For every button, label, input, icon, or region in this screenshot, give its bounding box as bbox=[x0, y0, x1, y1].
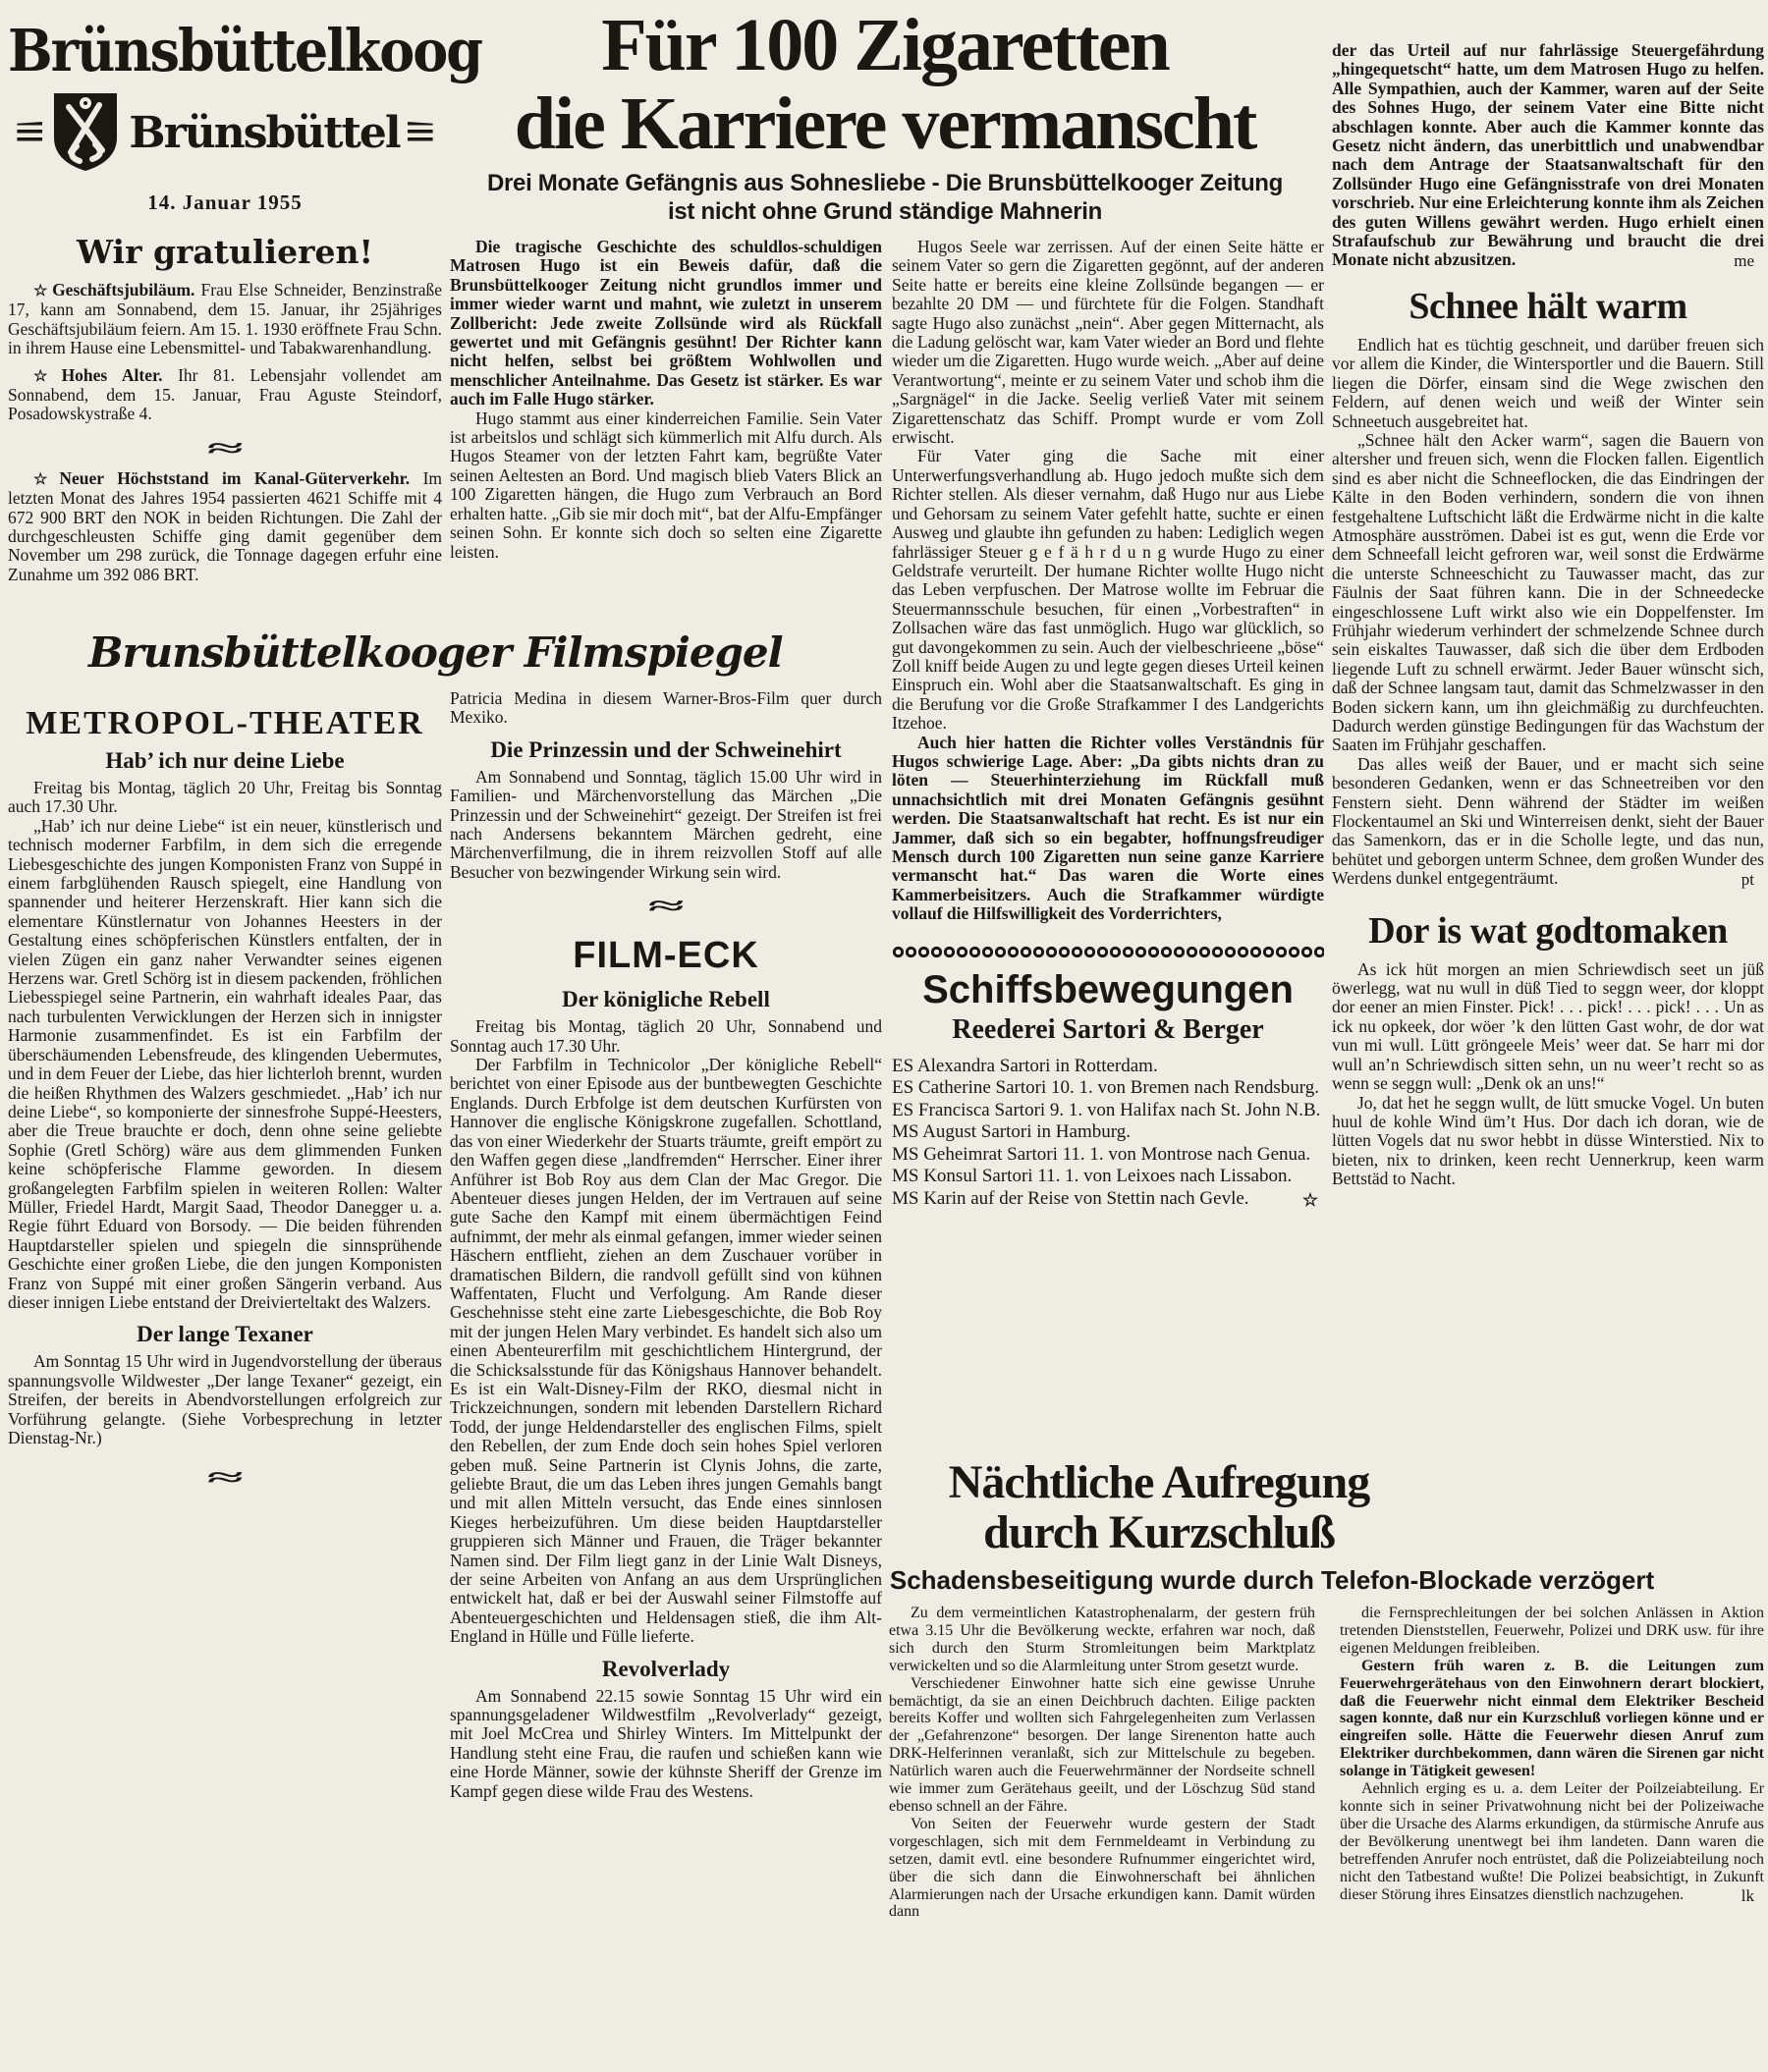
aufregung-subhead: Schadensbeseitigung wurde durch Telefon-Blockade verzögert bbox=[889, 1565, 1655, 1595]
film-review: Am Sonnabend und Sonntag, täglich 15.00 Uhr wird in Familien- und Märchenvorstellung das Märchen „Die Prinzessin und der Schweinehirt“ gezeigt. Der Streifen ist frei nach Andersens bekanntem Märchen gedreht, eine Märchenverfilmung, die in ihrem reizvollen Stoff auf alle Besucher von bezwingender Wirkung sein wird. bbox=[450, 766, 882, 882]
film-review: Am Sonnabend 22.15 sowie Sonntag 15 Uhr wird ein spannungsgeladener Wildwestfilm „Revolverlady“ gezeigt, mit Joel McCrea und Shirley Winters. Im Mittelpunkt der Handlung steht eine Frau, die raufen und schießen kann wie eine Horde Männer, sowie der kühnste Sheriff der Grenze im Kampf gegen diese wilde Frau des Westens. bbox=[450, 1685, 882, 1801]
star-icon: ☆ bbox=[33, 470, 57, 488]
news-item bbox=[8, 469, 442, 584]
article-paragraph: Auch hier hatten die Richter volles Verständnis für Hugos schwierige Lage. Aber: „Da gibts nichts dran zu löten — Steuerhinterziehung im Rückfall muß unnachsichtlich mit drei Monaten Gefängnis gesühnt werden. Die Staatsanwaltschaft hat recht. Es ist nur ein Jammer, daß sich so ein begabter, hoffnungsfreudiger Mensch durch 100 Zigaretten nun seine ganze Karriere vermanscht hat.“ Das waren die Worte eines Kammerbeisitzers. Auch die Strafkammer würdigte vollauf die Hilfswilligkeit des Vorderrichters, bbox=[892, 732, 1324, 924]
aufregung-headline-line1: Nächtliche Aufregung bbox=[948, 1456, 1370, 1508]
film-title: Der lange Texaner bbox=[137, 1322, 313, 1347]
aufregung-headline-line2: durch Kurzschluß bbox=[983, 1506, 1335, 1558]
congratulations-section bbox=[8, 233, 442, 584]
lead-headline-line1: Für 100 Zigaretten bbox=[601, 4, 1169, 86]
item-lead: Hohes Alter. bbox=[61, 364, 163, 385]
film-title: Hab’ ich nur deine Liebe bbox=[105, 748, 345, 773]
masthead-town-name-1: Brünsbüttelkoog bbox=[8, 16, 481, 85]
item-lead: Geschäftsjubiläum. bbox=[52, 280, 195, 300]
section-divider-icon: ≈ bbox=[647, 892, 685, 921]
aufregung-header bbox=[864, 1457, 1680, 1596]
star-icon: ☆ bbox=[1301, 1190, 1318, 1211]
author-initials: lk bbox=[1740, 1885, 1754, 1905]
author-initials: pt bbox=[1740, 869, 1754, 889]
article-paragraph: Zu dem vermeintlichen Katastrophenalarm, der gestern früh etwa 3.15 Uhr die Bevölkerung weckte, erfahren war noch, daß sich durch den Sturm Stromleitungen beim Marktplatz verwickelten und so die Alarmleitung unter Strom gesetzt wurde. bbox=[889, 1605, 1315, 1674]
theater-name: METROPOL-THEATER bbox=[26, 705, 424, 741]
article-paragraph: Hugo stammt aus einer kinderreichen Familie. Sein Vater ist arbeitslos und schlägt sich kümmerlich mit Alfu durch. Als Hugos Steamer von der letzten Fahrt kam, begrüßte Vater seinen Aeltesten an Bord. Und magisch blieb Vaters Blick an 100 Zigaretten hängen, die Hugo zum Verbrauch an Bord erhalten hatte. „Gib sie mir doch mit“, bat der Alfu-Empfänger seinen Sohn. Er konnte sich doch so selten eine Zigarette leisten. bbox=[450, 408, 882, 562]
article-paragraph: Hugos Seele war zerrissen. Auf der einen Seite hätte er seinem Vater so gern die Zigaretten gegönnt, auf der anderen Seite hatte er bereits eine kleine Zollsünde begangen — er bezahlte 20 DM — und fürchtete für die Folgen. Standhaft sagte Hugo also zunächst „nein“. Aber gegen Mitternacht, als die Ladung gelöscht war, kam Vater wieder an Bord und flehte wieder um die Zigaretten. Hugo wurde weich. „Aber auf deine Verantwortung“, meinte er zu seinem Vater und schob ihm die „Sargnägel“ in die Jacke. Seelig verließ Vater mit seinem Zigarettenschatz das Schiff. Prompt wurde er vom Zoll erwischt. bbox=[892, 237, 1324, 448]
ship-entry: MS Karin auf der Reise von Stettin nach Gevle. bbox=[892, 1187, 1249, 1209]
ship-entry: MS Konsul Sartori 11. 1. von Leixoes nach Lissabon. bbox=[892, 1166, 1293, 1187]
film-review: Der Farbfilm in Technicolor „Der königliche Rebell“ berichtet von einer Episode aus der buntbewegten Geschichte Englands. Durch Erbfolge ist dem deutschen Kurfürsten von Hannover die englische Königskrone zugefallen. Schottland, das von einer Wiederkehr der Stuarts träumte, greift empört zu den Waffen gegen diese „landfremden“ Herrscher. Einer ihrer Anführer ist Bob Roy aus dem Clan der Mac Gregor. Die Abenteuer dieses jungen Helden, der im Vertrauen auf seine gute Sache den Kampf mit einem übermächtigen Feind aufnimmt, der mehr als einmal gefangen, immer wieder seinen Häschern entflieht, ziehen an dem Zuschauer vorüber in dramatischen Bildern, die randvoll gefüllt sind von kühnen Waffentaten, Flucht und Verfolgung. Am Rande dieser Geschehnisse steht eine zarte Liebesgeschichte, die Bob Roy mit der jungen Helen Mary verbindet. Es handelt sich also um einen Abenteurerfilm mit geschichtlichem Hintergrund, der die Schicksalsstunde für das Königshaus Hannover behandelt. Es ist ein Walt-Disney-Film der RKO, diesmal nicht in Trickzeichnungen, sondern mit lebenden Darstellern Richard Todd, der junge Heldendarsteller des englischen Films, spielt den Rebellen, der zum Ende doch sein hohes Spiel verloren geben muß. Seine Partnerin ist Clynis Johns, die zarte, geliebte Braut, die um das Leben ihres jungen Gemahls bangt und mit allen Mitteln versucht, das Ende eines sinnlosen Kieges herbeizuführen. Um diese beiden Hauptdarsteller gruppieren sich Männer und Frauen, die Träger bekannter Namen sind. Der Film liegt ganz in der Linie Walt Disneys, der seine Arbeiten von Anfang an aus dem Ursprünglichen entwickelt hat, daß er bei der Auswahl seiner Filmstoffe auf Abenteuergeschichten und Heldensagen stieß, die ihm Alt-England in Hülle und Fülle lieferte. bbox=[450, 1055, 882, 1647]
lead-subhead-line2: ist nicht ohne Grund ständige Mahnerin bbox=[668, 198, 1102, 225]
dor-article bbox=[1332, 909, 1764, 1189]
article-paragraph: Aehnlich erging es u. a. dem Leiter der Poilzeiabteilung. Er konnte sich in seiner Privatwohnung nicht bei der Polizeiwache über die Ursache des Alarms erkundigen, da stürmische Anrufe aus der Bevölkerung unentwegt bei ihm landeten. Dann waren die betreffenden Anrufer noch entrüstet, daß die Polizeiabteilung noch nicht den Tatbestand wußte! Die Polizei beabsichtigt, in Zukunft dieser Störung ihres Einsatzes dienstlich nachzugehen. bbox=[1340, 1780, 1764, 1903]
aufregung-column-1 bbox=[889, 1605, 1315, 1921]
news-item bbox=[8, 366, 442, 424]
ship-movements-title: Schiffsbewegungen bbox=[922, 967, 1294, 1011]
masthead bbox=[8, 16, 481, 215]
ship-entry: ES Catherine Sartori 10. 1. von Bremen nach Rendsburg. bbox=[892, 1077, 1319, 1099]
lead-story-column-2 bbox=[892, 238, 1324, 1211]
article-paragraph: Die tragische Geschichte des schuldlos-schuldigen Matrosen Hugo ist ein Beweis dafür, daß die Brunsbüttelkooger Zeitung nicht grundlos immer und immer wieder warnt und mahnt, wie zuletzt in unserem Zollbericht: Jede zweite Zollsünde wird als Rückfall gewertet und mit Gefängnis gesühnt! Der Richter kann nicht helfen, selbst bei größtem Wohlwollen und menschlicher Anteilnahme. Das Gesetz ist stärker. Es war auch im Falle Hugo stärker. bbox=[450, 237, 882, 409]
ship-entry: MS August Sartori in Hamburg. bbox=[892, 1121, 1131, 1143]
article-paragraph: die Fernsprechleitungen der bei solchen Anlässen in Aktion tretenden Dienststellen, Feuerwehr, Polizei und DRK usw. für ihre eigenen Meldungen freibleiben. bbox=[1340, 1605, 1764, 1657]
dor-headline: Dor is wat godtomaken bbox=[1368, 909, 1728, 952]
filmspiegel-header: Brunsbüttelkooger Filmspiegel bbox=[88, 628, 783, 677]
flourish-lines-icon bbox=[17, 122, 42, 143]
article-paragraph: Endlich hat es tüchtig geschneit, und darüber freuen sich vor allem die Kinder, die Wintersportler und die Bauern. Still liegen die Dörfer, einsam sind die Wege zwischen den Feldern, auf denen weich und weiß der Winter sein Schneetuch ausgebreitet hat. bbox=[1332, 334, 1764, 431]
article-paragraph: „Schnee hält den Acker warm“, sagen die Bauern von altersher und freuen sich, wenn die Flocken fallen. Eigentlich sind es aber nicht die Schneeflocken, die das Eindringen der Kälte in den Boden verhindern, sondern die von ihnen festgehaltene Luftschicht läßt die Erdwärme nicht in die kalte Atmosphäre ausströmen. Dabei ist es gut, wenn die Erde vor dem Schneefall leicht gefroren war, weil sonst die Erdwärme die unterste Schneeschicht zu Tauwasser macht, das zur Fäulnis der Saat führen kann. Die in der Schneedecke eingeschlossene Luft wirkt also wie ein Doppelfenster. Im Frühjahr wiederum verhindert der schmelzende Schnee durch sein eiskaltes Tauwasser, daß sich die über dem Erdboden liegende Luft zu schnell erwärmt. Jeder Bauer wünscht sich, daß der Schnee langsam taut, damit das Schmelzwasser in den Boden sickern kann, um ihn gleichmäßig zu durchfeuchten. Dadurch werden günstige Bedingungen für das Wachstum der Saaten im Frühjahr geschaffen. bbox=[1332, 429, 1764, 755]
schnee-headline: Schnee hält warm bbox=[1409, 285, 1687, 327]
right-column bbox=[1332, 41, 1764, 1189]
item-text: Im letzten Monat des Jahres 1954 passierten 4621 Schiffe mit 4 672 900 BRT den NOK in beiden Richtungen. Die Zahl der durchgeschleusten Schiffe ging damit gegenüber dem November um 298 zurück, die Tonnage dagegen erfuhr eine Zunahme um 392 086 BRT. bbox=[8, 467, 443, 584]
item-text: Frau Else Schneider, Benzinstraße 17, kann am Sonnabend, dem 15. Januar, ihr 25jähriges Geschäftsjubiläum feiern. Am 15. 1. 1930 eröffnete Frau Schn. in ihrem Hause eine Lebensmittel- und Tabakwarenhandlung. bbox=[8, 280, 442, 358]
article-paragraph: Jo, dat het he seggn wullt, de lütt smucke Vogel. Un buten huul de kohle Wind üm’t Hus. Dor dach ich doran, wie de lütten Vogels dat nu swor hebbt in düsse Winterstied. Nix to bieten, nix to drinken, keen recht Uennerkrup, keen warm Bettstäd to Nacht. bbox=[1332, 1092, 1764, 1189]
lead-story-column-1 bbox=[450, 238, 882, 562]
star-icon: ☆ bbox=[33, 283, 50, 300]
film-title: Revolverlady bbox=[601, 1656, 731, 1681]
item-lead: Neuer Höchststand im Kanal-Güterverkehr. bbox=[59, 467, 411, 488]
film-title: Die Prinzessin und der Schweinehirt bbox=[490, 736, 842, 762]
flourish-lines-icon bbox=[408, 122, 433, 143]
congratulations-title: Wir gratulieren! bbox=[77, 233, 373, 271]
ship-entry: ES Francisca Sartori 9. 1. von Halifax nach St. John N.B. bbox=[892, 1099, 1321, 1120]
wave-border bbox=[892, 946, 1324, 958]
article-paragraph: Das alles weiß der Bauer, und er macht sich seine besonderen Gedanken, wenn er das Schneetreiben vor den Fenstern sieht. Denn während der Städter im weißen Flockentaumel an Ski und Winterreisen denkt, sieht der Bauer das Samenkorn, das er in die Scholle legte, und das nun, behütet und geborgen unterm Schnee, dem großen Wunder des Werdens dunkel entgegenträumt. bbox=[1332, 753, 1764, 889]
showtimes: Freitag bis Montag, täglich 20 Uhr, Freitag bis Sonntag auch 17.30 Uhr. bbox=[8, 778, 442, 817]
ship-entry: MS Geheimrat Sartori 11. 1. von Montrose nach Genua. bbox=[892, 1143, 1311, 1165]
film-review: „Hab’ ich nur deine Liebe“ ist ein neuer, künstlerisch und technisch moderner Farbfilm, in dem sich die erregende Liebesgeschichte des jungen Komponisten Franz von Suppé in einem farbglühenden Rausch spiegelt, eine Handlung von spannender und heiterer Herzenskraft. Hier kann sich die elementare Künstlernatur von Johannes Heesters in der Gestaltung eines schöpferischen Künstlers entfalten, der in vielen Zügen ein ganz naher Verwandter seines eigenen Herzens war. Gretl Schörg ist in diesem packenden, fröhlichen Liebesspiegel seine Partnerin, ein wahrhaft ideales Paar, das nach turbulenten Verwicklungen der Herzen sich in innigster Harmonie zusammenfindet. Es ist ein Farbfilm der überschäumenden Lebensfreude, des klingenden Uebermutes, und in dem Feuer der Liebe, das hier lichterloh brennt, wurden die heißen Rhythmen des Walzers geschmiedet. „Hab’ ich nur deine Liebe“, so komponierte der sinnesfrohe Suppé-Heesters, aber die Treue brauchte er doch, denn ohne seine geliebte Sophie (Gretl Schörg) wäre aus dem glimmenden Funken keine schöpferische Flamme geworden. In diesem großangelegten Farbfilm spielen in weiteren Rollen: Walter Müller, Friedel Hardt, Margit Saad, Theodor Danegger u. a. Regie führt Eduard von Borsody. — Die beiden führenden Hauptdarsteller spielen und spiegeln die sinnsprühende Geschichte einer großen Liebe, die den jungen Komponisten Franz von Suppé mit einer großen Sängerin verband. Aus dieser innigen Liebe entstand der Dreivierteltakt des Walzers. bbox=[8, 815, 442, 1312]
lead-headline-line2: die Karriere vermanscht bbox=[514, 82, 1256, 165]
schnee-article bbox=[1332, 285, 1764, 890]
ship-movements-section bbox=[892, 968, 1324, 1211]
film-review-tail: Patricia Medina in diesem Warner-Bros-Film quer durch Mexiko. bbox=[450, 688, 882, 728]
article-paragraph: Verschiedener Einwohner hatte sich eine gewisse Unruhe bemächtigt, da sie an einen Deichbruch dachten. Eilige packten bereits Koffer und wollten sich Fahrgelegenheiten zum Verlassen der „Gefahrenzone“ besorgen. Der lange Sirenenton hatte auch DRK-Helferinnen veranlaßt, sich zur Mittelschule zu begeben. Natürlich waren auch die Feuerwehrmänner der Nordseite schnell wie immer zum Gerätehaus geeilt, und der Löschzug Süd stand ebenso schnell an der Fähre. bbox=[889, 1674, 1315, 1815]
theater-name: FILM-ECK bbox=[573, 935, 759, 977]
ship-entry: ES Alexandra Sartori in Rotterdam. bbox=[892, 1055, 1158, 1076]
star-icon: ☆ bbox=[33, 367, 59, 385]
film-middle-column bbox=[450, 689, 882, 1801]
film-title: Der königliche Rebell bbox=[562, 987, 770, 1012]
masthead-crest-row bbox=[8, 90, 442, 175]
lead-subhead-line1: Drei Monate Gefängnis aus Sohnesliebe - Die Brunsbüttelkooger Zeitung bbox=[486, 170, 1284, 196]
left-column bbox=[8, 16, 481, 584]
masthead-town-name-2: Brünsbüttel bbox=[129, 107, 400, 158]
item-text: Ihr 81. Lebensjahr vollendet am Sonnabend, dem 15. Januar, Frau Aguste Steindorf, Posadowskystraße 4. bbox=[8, 364, 442, 424]
author-initials: me bbox=[1734, 250, 1754, 270]
lead-story-header bbox=[447, 6, 1323, 226]
article-paragraph: Von Seiten der Feuerwehr wurde gestern der Stadt vorgeschlagen, sich mit dem Fernmeldeamt in Verbindung zu setzen, damit evtl. eine besondere Rufnummer eingerichtet wird, über die sich dann die Einwohnerschaft bei ähnlichen Alarmierungen nach der Ursache erkundigen kann. Damit würden dann bbox=[889, 1815, 1315, 1921]
section-divider-icon: ≈ bbox=[206, 1463, 244, 1493]
film-review: Am Sonntag 15 Uhr wird in Jugendvorstellung der überaus spannungsvolle Wildwester „Der lange Texaner“ gezeigt, ein Streifen, der bereits in Abendvorstellungen erfolgreich zur Vorführung gelangte. (Siehe Vorbesprechung in letzter Dienstag-Nr.) bbox=[8, 1351, 442, 1447]
article-paragraph: der das Urteil auf nur fahrlässige Steuergefährdung „hingequetscht“ hatte, um dem Matrosen Hugo zu helfen. Alle Sympathien, auch der Kammer, waren auf der Seite des Sohnes Hugo, der seinem Vater eine Bitte nicht abschlagen konnte. Aber auch die Kammer konnte das Gesetz nicht ändern, das unerbittlich und unabwendbar nach dem Antrage der Staatsanwaltschaft für den Zollsünder Hugo eine Gefängnisstrafe von drei Monaten vorschrieb. Nur eine Erleichterung konnte ihm als Zeichen des guten Willens gewährt werden. Hugo erhielt einen Strafaufschub zur Bewährung und braucht die drei Monate nicht abzusitzen. bbox=[1332, 40, 1764, 270]
article-paragraph: As ick hüt morgen an mien Schriewdisch seet un jüß öwerlegg, wat nu wull in düß Tied to seggn weer, dor kloppt dor eener an mien Finster. Pick! . . . pick! . . . pick! . . . Un as ick nu opkeek, dor wöer ’k den lütten Gast wohr, de dor wat vun mi wull. Lütt gröngeele Meis’ weer dat. Se harr mi dor wull an’n Schriewdisch sitten sehn, un nu weer’t recht so as wenn se seggn wull: „Denk ok an uns!“ bbox=[1332, 958, 1764, 1094]
article-paragraph: Für Vater ging die Sache mit einer Unterwerfungsverhandlung ab. Hugo jedoch mußte sich dem Richter stellen. Als dieser vernahm, daß Hugo nur aus Liebe und Gehorsam zu seinem Vater gefehlt hatte, suchte er einen Ausweg und glaubte ihn gefunden zu haben: Lediglich wegen fahrlässiger Steuer g e f ä h r d u n g wurde Hugo zu einer Geldstrafe verurteilt. Der humane Richter wollte Hugo nicht das Leben verpfuschen. Der Matrose wollte im Februar die Steuermannsschule besuchen, für einen „Vorbestraften“ in Zollsachen wäre das fast unmöglich. Hugo war glücklich, so gut davongekommen zu sein. Auch der vielbeschrieene „böse“ Zoll kniff beide Augen zu und legte gegen dieses Urteil keinen Einspruch ein. Wohl aber die Staatsanwaltschaft. Es ging in die Berufung vor die Große Strafkammer I des Landgerichts Itzehoe. bbox=[892, 446, 1324, 734]
showtimes: Freitag bis Montag, täglich 20 Uhr, Sonnabend und Sonntag auch 17.30 Uhr. bbox=[450, 1016, 882, 1056]
edition-date: 14. Januar 1955 bbox=[147, 191, 303, 214]
article-paragraph: Gestern früh waren z. B. die Leitungen zum Feuerwehrgerätehaus von den Einwohnern derart blockiert, daß die Feuerwehr nicht einmal dem Elektriker Bescheid sagen konnte, daß nur ein Kurzschluß vorliegen könne und er eingreifen solle. Hätte die Feuerwehr diesen Anruf zum Elektriker durchbekommen, dann wären die Sirenen gar nicht solange in Tätigkeit gewesen! bbox=[1340, 1657, 1764, 1780]
crest-anchor-icon bbox=[50, 90, 121, 175]
news-item bbox=[8, 281, 442, 358]
aufregung-column-2 bbox=[1340, 1605, 1764, 1906]
shipping-company-name: Reederei Sartori & Berger bbox=[952, 1013, 1264, 1045]
metropol-section bbox=[8, 705, 442, 1499]
section-divider-icon: ≈ bbox=[206, 433, 244, 463]
